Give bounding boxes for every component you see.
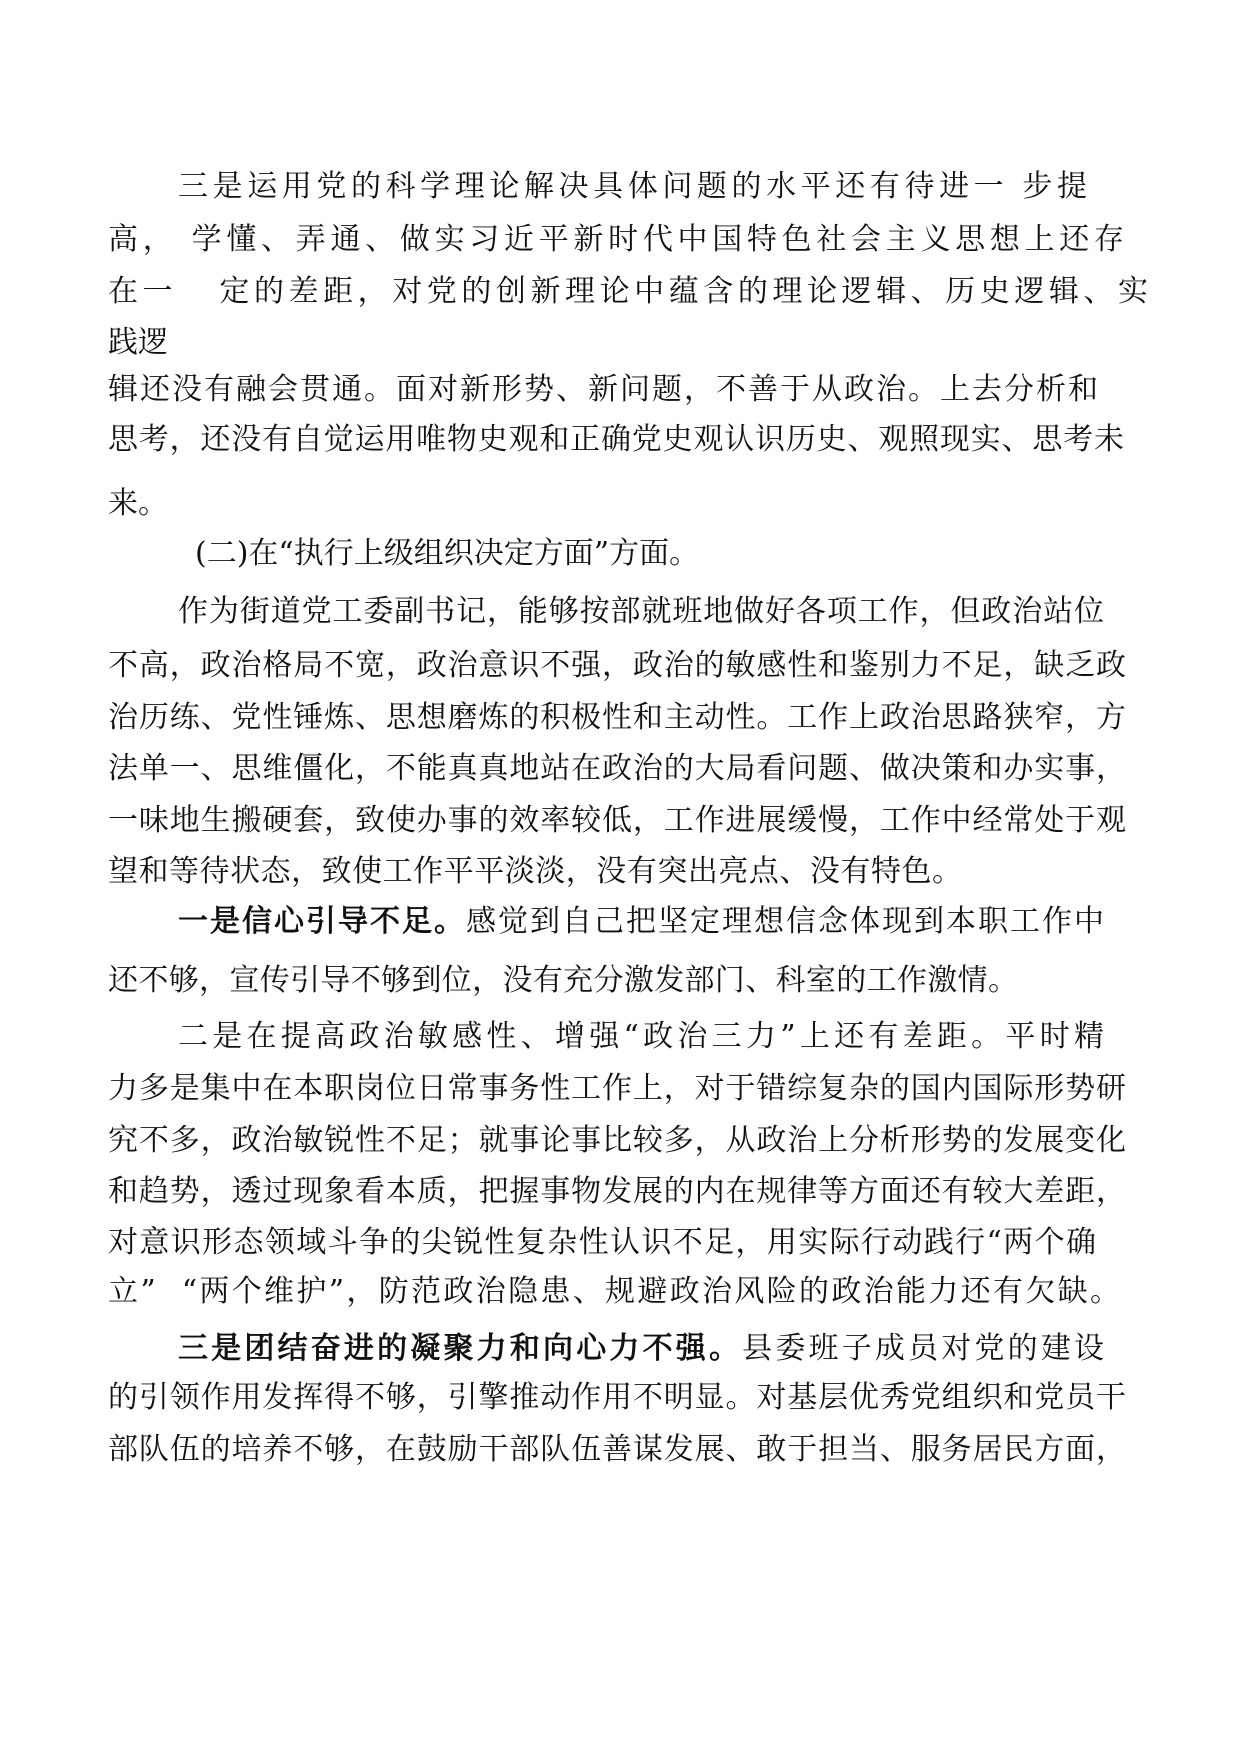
bold-lead: 一是信心引导不足。 [178,904,466,939]
bold-lead: 三是团结奋进的凝聚力和向心力不强。 [178,1331,743,1366]
text-line: 对意识形态领域斗争的尖锐性复杂性认识不足，用实际行动践行“两个确 [108,1225,1098,1260]
text-line: 高， 学懂、弄通、做实习近平新时代中国特色社会主义思想上还存 [108,222,1129,257]
text-line: 法单一、思维僵化，不能真真地站在政治的大局看问题、做决策和办实事， [108,751,1127,786]
text-line: 一味地生搬硬套，致使办事的效率较低，工作进展缓慢，工作中经常处于观 [108,803,1127,838]
text-line: 来。 [108,486,168,521]
text-line: 践逻 [108,325,168,360]
heading-line: (二)在“执行上级组织决定方面”方面。 [195,536,700,571]
text-line: 和趋势，透过现象看本质，把握事物发展的内在规律等方面还有较大差距， [108,1174,1127,1209]
text-line: 还不够，宣传引导不够到位，没有充分激发部门、科室的工作激情。 [108,963,1019,998]
text-line [178,902,1106,942]
text-line: 在一 定的差距，对党的创新理论中蕴含的理论逻辑、历史逻辑、实 [108,274,1153,309]
text-line: 二是在提高政治敏感性、增强“政治三力”上还有差距。平时精 [178,1019,1109,1054]
text-line: 力多是集中在本职岗位日常事务性工作上，对于错综复杂的国内国际形势研 [108,1071,1127,1106]
text-line: 的引领作用发挥得不够，引擎推动作用不明显。对基层优秀党组织和党员干 [108,1380,1127,1415]
text-line: 立” “两个维护”，防范政治隐患、规避政治风险的政治能力还有欠缺。 [108,1274,1123,1309]
text-line: 治历练、党性锤炼、思想磨炼的积极性和主动性。工作上政治思路狭窄，方 [108,700,1127,735]
text-line: 辑还没有融会贯通。面对新形势、新问题，不善于从政治。上去分析和 [108,372,1100,407]
text-line: 三是运用党的科学理论解决具体问题的水平还有待进一 步提 [178,169,1092,204]
text-line [178,1329,1107,1369]
text-line: 究不多，政治敏锐性不足；就事论事比较多，从政治上分析形势的发展变化 [108,1123,1127,1158]
text-line: 作为街道党工委副书记，能够按部就班地做好各项工作，但政治站位 [178,594,1105,629]
text-line: 不高，政治格局不宽，政治意识不强，政治的敏感性和鉴别力不足，缺乏政 [108,648,1127,683]
text-line: 思考，还没有自觉运用唯物史观和正确党史观认识历史、观照现实、思考未 [108,422,1125,457]
text-line: 部队伍的培养不够，在鼓励干部队伍善谋发展、敢于担当、服务居民方面， [108,1432,1127,1467]
text-run: 感觉到自己把坚定理想信念体现到本职工作中 [466,904,1106,939]
text-run: 县委班子成员对党的建设 [742,1331,1108,1366]
text-line: 望和等待状态，致使工作平平淡淡，没有突出亮点、没有特色。 [108,854,963,889]
